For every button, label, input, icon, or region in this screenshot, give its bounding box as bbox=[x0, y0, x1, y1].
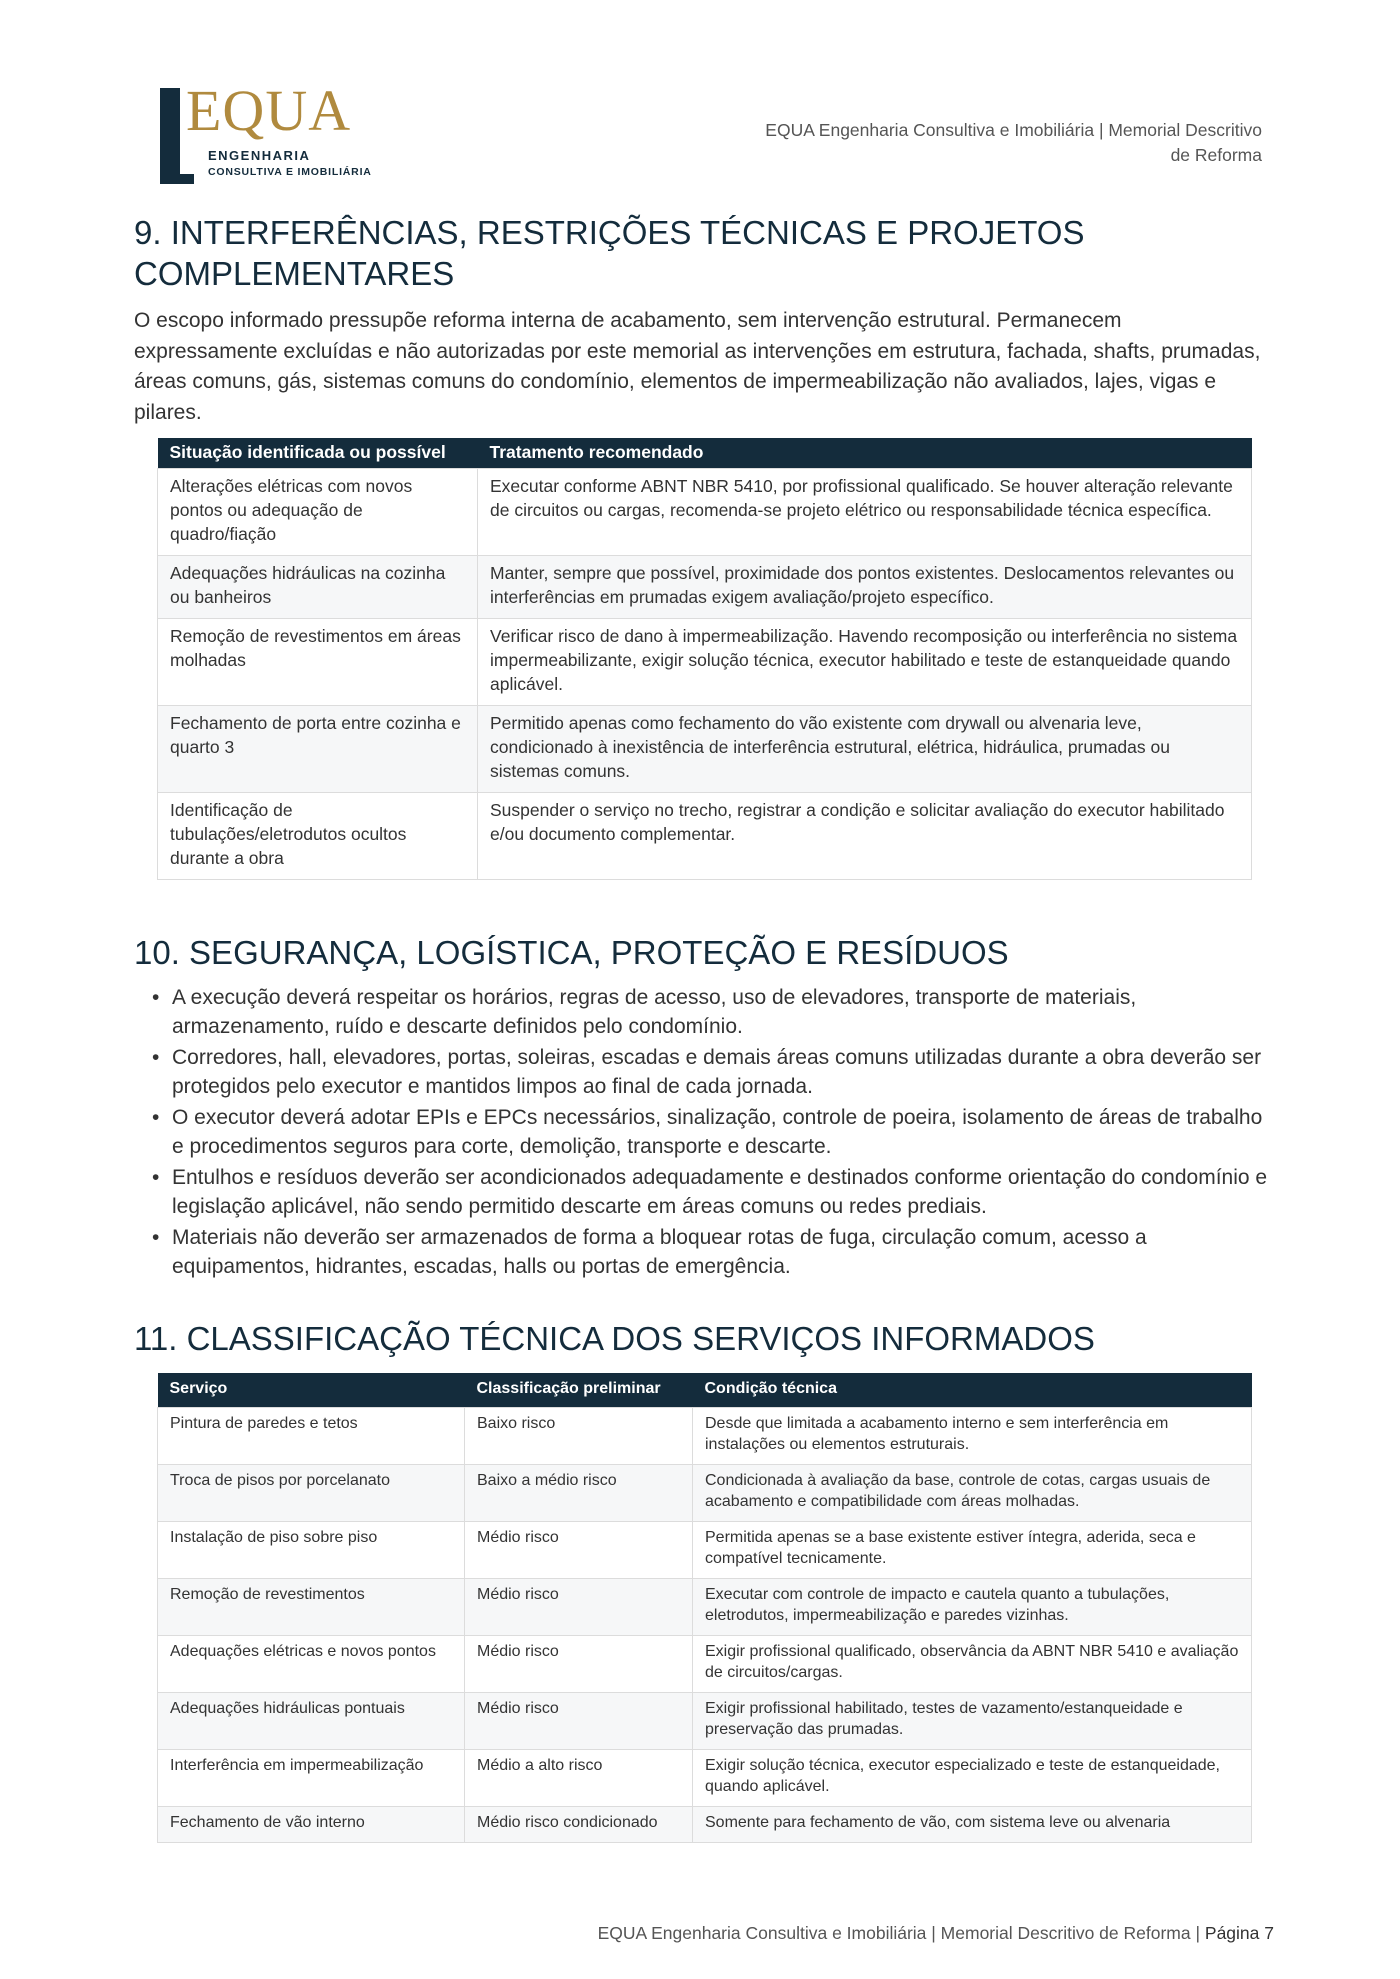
table-cell: Troca de pisos por porcelanato bbox=[158, 1465, 465, 1522]
company-logo bbox=[160, 78, 400, 184]
column-header: Condição técnica bbox=[693, 1373, 1252, 1408]
table-cell: Fechamento de vão interno bbox=[158, 1807, 465, 1843]
list-item-text: Entulhos e resíduos deverão ser acondicionados adequadamente e destinados conforme orientação do condomínio e legislação aplicável, não sendo permitido descarte em áreas comuns ou redes prediais. bbox=[172, 1166, 1268, 1218]
column-header: Tratamento recomendado bbox=[478, 438, 1252, 469]
footer-separator: | bbox=[1195, 1923, 1201, 1943]
table-cell: Interferência em impermeabilização bbox=[158, 1750, 465, 1807]
list-item-text: A execução deverá respeitar os horários, regras de acesso, uso de elevadores, transporte de materiais, armazenamento, ruído e descarte definidos pelo condomínio. bbox=[172, 986, 1137, 1038]
table-row bbox=[158, 1579, 1252, 1636]
table-cell: Executar com controle de impacto e cautela quanto a tubulações, eletrodutos, impermeabilização e paredes vizinhas. bbox=[693, 1579, 1252, 1636]
table-cell: Exigir profissional qualificado, observância da ABNT NBR 5410 e avaliação de circuitos/cargas. bbox=[693, 1636, 1252, 1693]
table-row bbox=[158, 1807, 1252, 1843]
classification-table bbox=[157, 1373, 1252, 1843]
table-row bbox=[158, 1636, 1252, 1693]
running-header-line-2: de Reforma bbox=[1170, 145, 1262, 165]
table-cell: Identificação de tubulações/eletrodutos ocultos durante a obra bbox=[158, 793, 478, 880]
section-10-heading: 10. SEGURANÇA, LOGÍSTICA, PROTEÇÃO E RESÍDUOS bbox=[134, 934, 1009, 971]
bullet-glyph: • bbox=[152, 1166, 160, 1189]
logo-subtitle-2: CONSULTIVA E IMOBILIÁRIA bbox=[208, 166, 372, 178]
table-cell: Baixo a médio risco bbox=[465, 1465, 693, 1522]
table-row bbox=[158, 619, 1252, 706]
table-header-row bbox=[158, 1373, 1252, 1408]
table-cell: Suspender o serviço no trecho, registrar a condição e solicitar avaliação do executor habilitado e/ou documento complementar. bbox=[478, 793, 1252, 880]
table-cell: Executar conforme ABNT NBR 5410, por profissional qualificado. Se houver alteração relevante de circuitos ou cargas, recomenda-se projeto elétrico ou responsabilidade técnica específica. bbox=[478, 469, 1252, 556]
table-cell: Manter, sempre que possível, proximidade dos pontos existentes. Deslocamentos relevantes ou interferências em prumadas exigem avaliação/projeto específico. bbox=[478, 556, 1252, 619]
list-item-text: Corredores, hall, elevadores, portas, soleiras, escadas e demais áreas comuns utilizadas durante a obra deverão ser protegidos pelo executor e mantidos limpos ao final de cada jornada. bbox=[172, 1046, 1262, 1098]
list-item-text: O executor deverá adotar EPIs e EPCs necessários, sinalização, controle de poeira, isolamento de áreas de trabalho e procedimentos seguros para corte, demolição, transporte e descarte. bbox=[172, 1106, 1263, 1158]
table-cell: Médio a alto risco bbox=[465, 1750, 693, 1807]
table-row bbox=[158, 706, 1252, 793]
table-cell: Médio risco bbox=[465, 1693, 693, 1750]
table-cell: Somente para fechamento de vão, com sistema leve ou alvenaria bbox=[693, 1807, 1252, 1843]
logo-foot-shape bbox=[160, 174, 194, 184]
logo-wordmark: EQUA bbox=[186, 78, 352, 143]
bullet-glyph: • bbox=[152, 1046, 160, 1069]
table-cell: Adequações hidráulicas pontuais bbox=[158, 1693, 465, 1750]
table-cell: Instalação de piso sobre piso bbox=[158, 1522, 465, 1579]
table-cell: Permitido apenas como fechamento do vão existente com drywall ou alvenaria leve, condicionado à inexistência de interferência estrutural, elétrica, hidráulica, prumadas ou sistemas comuns. bbox=[478, 706, 1252, 793]
table-cell: Remoção de revestimentos bbox=[158, 1579, 465, 1636]
table-cell: Exigir solução técnica, executor especializado e teste de estanqueidade, quando aplicável. bbox=[693, 1750, 1252, 1807]
table-row bbox=[158, 1465, 1252, 1522]
bullet-glyph: • bbox=[152, 986, 160, 1009]
column-header: Situação identificada ou possível bbox=[158, 438, 478, 469]
table-cell: Adequações hidráulicas na cozinha ou banheiros bbox=[158, 556, 478, 619]
table-cell: Verificar risco de dano à impermeabilização. Havendo recomposição ou interferência no sistema impermeabilizante, exigir solução técnica, executor habilitado e teste de estanqueidade quando aplicável. bbox=[478, 619, 1252, 706]
table-cell: Alterações elétricas com novos pontos ou adequação de quadro/fiação bbox=[158, 469, 478, 556]
table-row bbox=[158, 1750, 1252, 1807]
table-row bbox=[158, 793, 1252, 880]
footer-text: EQUA Engenharia Consultiva e Imobiliária | Memorial Descritivo de Reforma bbox=[597, 1923, 1191, 1943]
table-header-row bbox=[158, 438, 1252, 469]
table-cell: Médio risco bbox=[465, 1522, 693, 1579]
table-cell: Baixo risco bbox=[465, 1408, 693, 1465]
table-row bbox=[158, 1408, 1252, 1465]
interferences-table bbox=[157, 438, 1252, 880]
bullet-glyph: • bbox=[152, 1106, 160, 1129]
table-cell: Pintura de paredes e tetos bbox=[158, 1408, 465, 1465]
table-cell: Condicionada à avaliação da base, controle de cotas, cargas usuais de acabamento e compatibilidade com áreas molhadas. bbox=[693, 1465, 1252, 1522]
running-header-line-1: EQUA Engenharia Consultiva e Imobiliária | Memorial Descritivo bbox=[765, 120, 1262, 140]
table-cell: Médio risco condicionado bbox=[465, 1807, 693, 1843]
table-row bbox=[158, 469, 1252, 556]
logo-bar-shape bbox=[160, 88, 180, 184]
section-9-intro: O escopo informado pressupõe reforma interna de acabamento, sem intervenção estrutural. Permanecem expressamente excluídas e não autorizadas por este memorial as intervenções em estrutura, fachada, shafts, prumadas, áreas comuns, gás, sistemas comuns do condomínio, elementos de impermeabilização não avaliados, lajes, vigas e pilares. bbox=[134, 309, 1261, 424]
table-cell: Remoção de revestimentos em áreas molhadas bbox=[158, 619, 478, 706]
section-9-heading: 9. INTERFERÊNCIAS, RESTRIÇÕES TÉCNICAS E PROJETOS COMPLEMENTARES bbox=[134, 214, 1085, 292]
bullet-glyph: • bbox=[152, 1226, 160, 1249]
logo-subtitle-1: ENGENHARIA bbox=[208, 148, 311, 163]
section-11-heading: 11. CLASSIFICAÇÃO TÉCNICA DOS SERVIÇOS INFORMADOS bbox=[134, 1320, 1095, 1357]
column-header: Classificação preliminar bbox=[465, 1373, 693, 1408]
table-row bbox=[158, 1522, 1252, 1579]
table-cell: Médio risco bbox=[465, 1579, 693, 1636]
running-header bbox=[642, 118, 1262, 168]
list-item bbox=[152, 1224, 1272, 1281]
list-item bbox=[152, 984, 1272, 1041]
table-row bbox=[158, 1693, 1252, 1750]
list-item bbox=[152, 1044, 1272, 1101]
table-cell: Permitida apenas se a base existente estiver íntegra, aderida, seca e compatível tecnicamente. bbox=[693, 1522, 1252, 1579]
list-item-text: Materiais não deverão ser armazenados de forma a bloquear rotas de fuga, circulação comum, acesso a equipamentos, hidrantes, escadas, halls ou portas de emergência. bbox=[172, 1226, 1147, 1278]
page-number: Página 7 bbox=[1204, 1923, 1274, 1943]
table-cell: Médio risco bbox=[465, 1636, 693, 1693]
list-item bbox=[152, 1164, 1272, 1221]
table-cell: Desde que limitada a acabamento interno e sem interferência em instalações ou elementos estruturais. bbox=[693, 1408, 1252, 1465]
table-row bbox=[158, 556, 1252, 619]
table-cell: Adequações elétricas e novos pontos bbox=[158, 1636, 465, 1693]
list-item bbox=[152, 1104, 1272, 1161]
safety-bullet-list bbox=[152, 984, 1272, 1284]
table-cell: Exigir profissional habilitado, testes de vazamento/estanqueidade e preservação das prumadas. bbox=[693, 1693, 1252, 1750]
page-footer bbox=[598, 1923, 1274, 1944]
column-header: Serviço bbox=[158, 1373, 465, 1408]
table-cell: Fechamento de porta entre cozinha e quarto 3 bbox=[158, 706, 478, 793]
